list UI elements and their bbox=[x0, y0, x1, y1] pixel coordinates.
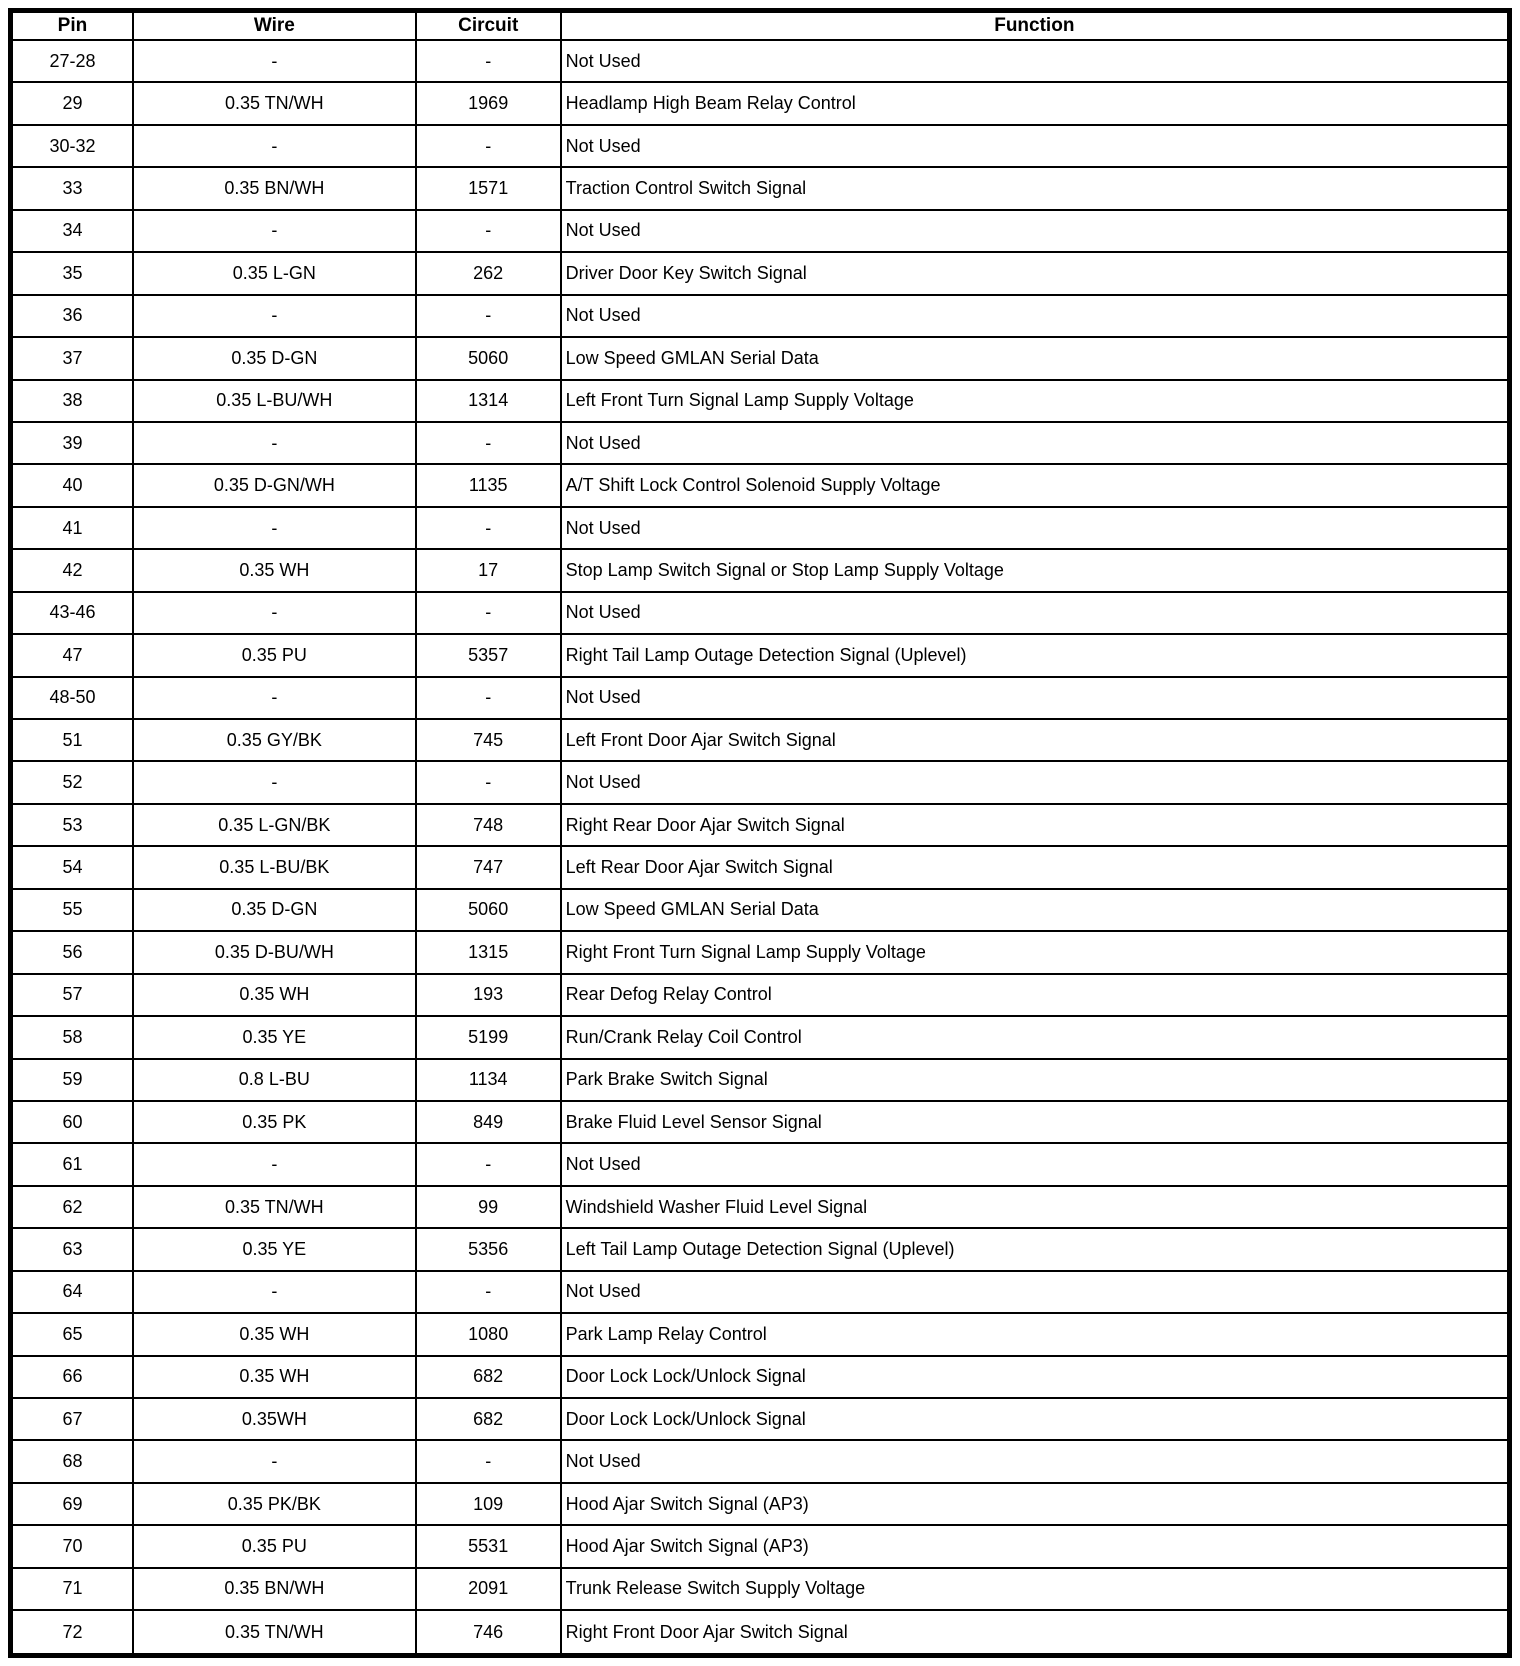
table-cell: 5060 bbox=[416, 889, 561, 931]
table-cell: Left Front Door Ajar Switch Signal bbox=[561, 719, 1510, 761]
table-cell: 5199 bbox=[416, 1016, 561, 1058]
table-cell: 0.35 WH bbox=[133, 1313, 416, 1355]
table-cell: 55 bbox=[11, 889, 133, 931]
table-cell: Traction Control Switch Signal bbox=[561, 167, 1510, 209]
table-cell: 0.35 BN/WH bbox=[133, 167, 416, 209]
table-row bbox=[11, 846, 1510, 888]
table-cell: Right Tail Lamp Outage Detection Signal (Uplevel) bbox=[561, 634, 1510, 676]
table-cell: 0.35 PK/BK bbox=[133, 1483, 416, 1525]
table-cell: 64 bbox=[11, 1271, 133, 1313]
table-cell: 59 bbox=[11, 1059, 133, 1101]
table-cell: 747 bbox=[416, 846, 561, 888]
table-cell: 0.35 D-GN bbox=[133, 337, 416, 379]
table-cell: 33 bbox=[11, 167, 133, 209]
table-cell: Hood Ajar Switch Signal (AP3) bbox=[561, 1525, 1510, 1567]
table-cell: 0.35 PU bbox=[133, 1525, 416, 1567]
table-row bbox=[11, 1228, 1510, 1270]
table-cell: Not Used bbox=[561, 422, 1510, 464]
table-cell: Not Used bbox=[561, 1143, 1510, 1185]
table-row bbox=[11, 40, 1510, 82]
table-cell: 48-50 bbox=[11, 677, 133, 719]
table-cell: 0.35 PK bbox=[133, 1101, 416, 1143]
table-cell: 29 bbox=[11, 82, 133, 124]
table-row bbox=[11, 1356, 1510, 1398]
table-cell: Not Used bbox=[561, 210, 1510, 252]
table-cell: 99 bbox=[416, 1186, 561, 1228]
table-cell: 34 bbox=[11, 210, 133, 252]
table-cell: 60 bbox=[11, 1101, 133, 1143]
table-cell: Park Brake Switch Signal bbox=[561, 1059, 1510, 1101]
table-cell: - bbox=[416, 761, 561, 803]
table-row bbox=[11, 1525, 1510, 1567]
table-row bbox=[11, 634, 1510, 676]
table-row bbox=[11, 1271, 1510, 1313]
table-cell: - bbox=[416, 507, 561, 549]
table-row bbox=[11, 1059, 1510, 1101]
table-cell: - bbox=[416, 677, 561, 719]
table-cell: - bbox=[133, 761, 416, 803]
table-cell: 0.35 TN/WH bbox=[133, 82, 416, 124]
table-cell: - bbox=[133, 592, 416, 634]
table-cell: 0.35 BN/WH bbox=[133, 1568, 416, 1610]
header-row bbox=[11, 11, 1510, 41]
table-body bbox=[11, 40, 1510, 1656]
table-cell: 748 bbox=[416, 804, 561, 846]
table-cell: 61 bbox=[11, 1143, 133, 1185]
table-cell: Not Used bbox=[561, 592, 1510, 634]
table-cell: - bbox=[416, 592, 561, 634]
table-row bbox=[11, 1568, 1510, 1610]
table-cell: - bbox=[133, 507, 416, 549]
table-cell: 0.35 L-BU/BK bbox=[133, 846, 416, 888]
table-cell: Left Tail Lamp Outage Detection Signal (Uplevel) bbox=[561, 1228, 1510, 1270]
table-cell: 0.35 D-GN bbox=[133, 889, 416, 931]
table-cell: A/T Shift Lock Control Solenoid Supply Voltage bbox=[561, 464, 1510, 506]
table-cell: - bbox=[133, 295, 416, 337]
table-cell: Door Lock Lock/Unlock Signal bbox=[561, 1398, 1510, 1440]
table-cell: 0.35 D-GN/WH bbox=[133, 464, 416, 506]
column-header-wire: Wire bbox=[133, 11, 416, 41]
table-cell: 0.35 WH bbox=[133, 549, 416, 591]
table-row bbox=[11, 167, 1510, 209]
table-cell: 849 bbox=[416, 1101, 561, 1143]
table-cell: 0.35 L-BU/WH bbox=[133, 380, 416, 422]
table-cell: - bbox=[416, 422, 561, 464]
table-cell: 72 bbox=[11, 1610, 133, 1655]
table-cell: 42 bbox=[11, 549, 133, 591]
table-cell: 745 bbox=[416, 719, 561, 761]
table-row bbox=[11, 295, 1510, 337]
table-cell: 109 bbox=[416, 1483, 561, 1525]
table-cell: - bbox=[133, 677, 416, 719]
table-cell: 70 bbox=[11, 1525, 133, 1567]
table-cell: Not Used bbox=[561, 507, 1510, 549]
table-cell: - bbox=[133, 210, 416, 252]
table-cell: 2091 bbox=[416, 1568, 561, 1610]
table-cell: Door Lock Lock/Unlock Signal bbox=[561, 1356, 1510, 1398]
table-header bbox=[11, 11, 1510, 41]
table-cell: 5356 bbox=[416, 1228, 561, 1270]
table-cell: 682 bbox=[416, 1398, 561, 1440]
column-header-pin: Pin bbox=[11, 11, 133, 41]
table-cell: - bbox=[416, 1271, 561, 1313]
table-cell: - bbox=[416, 40, 561, 82]
table-cell: - bbox=[133, 422, 416, 464]
table-cell: Right Rear Door Ajar Switch Signal bbox=[561, 804, 1510, 846]
table-row bbox=[11, 337, 1510, 379]
table-cell: 58 bbox=[11, 1016, 133, 1058]
table-cell: 5357 bbox=[416, 634, 561, 676]
table-cell: Trunk Release Switch Supply Voltage bbox=[561, 1568, 1510, 1610]
table-row bbox=[11, 210, 1510, 252]
table-cell: 0.35 WH bbox=[133, 974, 416, 1016]
table-cell: 262 bbox=[416, 252, 561, 294]
table-cell: - bbox=[416, 1143, 561, 1185]
table-row bbox=[11, 889, 1510, 931]
table-cell: 43-46 bbox=[11, 592, 133, 634]
table-cell: 0.35 L-GN bbox=[133, 252, 416, 294]
table-cell: Headlamp High Beam Relay Control bbox=[561, 82, 1510, 124]
table-cell: 27-28 bbox=[11, 40, 133, 82]
table-row bbox=[11, 804, 1510, 846]
table-cell: Rear Defog Relay Control bbox=[561, 974, 1510, 1016]
table-cell: 0.35 WH bbox=[133, 1356, 416, 1398]
table-cell: - bbox=[416, 210, 561, 252]
table-row bbox=[11, 1186, 1510, 1228]
table-cell: 5060 bbox=[416, 337, 561, 379]
table-cell: 17 bbox=[416, 549, 561, 591]
table-cell: 0.35 GY/BK bbox=[133, 719, 416, 761]
table-row bbox=[11, 1610, 1510, 1655]
pinout-table bbox=[8, 8, 1512, 1658]
table-cell: 1571 bbox=[416, 167, 561, 209]
table-cell: 63 bbox=[11, 1228, 133, 1270]
table-row bbox=[11, 677, 1510, 719]
table-cell: 38 bbox=[11, 380, 133, 422]
table-cell: 37 bbox=[11, 337, 133, 379]
table-cell: 54 bbox=[11, 846, 133, 888]
table-cell: 0.35 D-BU/WH bbox=[133, 931, 416, 973]
table-cell: 1314 bbox=[416, 380, 561, 422]
table-row bbox=[11, 82, 1510, 124]
table-cell: 682 bbox=[416, 1356, 561, 1398]
table-cell: 1315 bbox=[416, 931, 561, 973]
table-cell: Park Lamp Relay Control bbox=[561, 1313, 1510, 1355]
table-cell: 0.35 YE bbox=[133, 1016, 416, 1058]
table-row bbox=[11, 719, 1510, 761]
table-cell: 1969 bbox=[416, 82, 561, 124]
table-cell: 0.35 L-GN/BK bbox=[133, 804, 416, 846]
table-cell: 0.35 TN/WH bbox=[133, 1186, 416, 1228]
table-cell: 1135 bbox=[416, 464, 561, 506]
table-row bbox=[11, 761, 1510, 803]
table-cell: 0.35 PU bbox=[133, 634, 416, 676]
table-cell: Left Front Turn Signal Lamp Supply Voltage bbox=[561, 380, 1510, 422]
table-row bbox=[11, 464, 1510, 506]
table-cell: 65 bbox=[11, 1313, 133, 1355]
table-row bbox=[11, 1483, 1510, 1525]
table-row bbox=[11, 125, 1510, 167]
table-cell: 0.35 TN/WH bbox=[133, 1610, 416, 1655]
table-cell: 40 bbox=[11, 464, 133, 506]
table-row bbox=[11, 1101, 1510, 1143]
table-cell: 52 bbox=[11, 761, 133, 803]
table-cell: Right Front Door Ajar Switch Signal bbox=[561, 1610, 1510, 1655]
table-cell: 1134 bbox=[416, 1059, 561, 1101]
table-cell: Not Used bbox=[561, 125, 1510, 167]
table-cell: Hood Ajar Switch Signal (AP3) bbox=[561, 1483, 1510, 1525]
table-cell: Driver Door Key Switch Signal bbox=[561, 252, 1510, 294]
table-cell: 57 bbox=[11, 974, 133, 1016]
table-cell: 47 bbox=[11, 634, 133, 676]
table-cell: Not Used bbox=[561, 40, 1510, 82]
table-row bbox=[11, 1016, 1510, 1058]
table-cell: Low Speed GMLAN Serial Data bbox=[561, 889, 1510, 931]
table-cell: Low Speed GMLAN Serial Data bbox=[561, 337, 1510, 379]
table-cell: 66 bbox=[11, 1356, 133, 1398]
table-cell: Not Used bbox=[561, 677, 1510, 719]
table-row bbox=[11, 1143, 1510, 1185]
table-cell: Stop Lamp Switch Signal or Stop Lamp Supply Voltage bbox=[561, 549, 1510, 591]
table-cell: Brake Fluid Level Sensor Signal bbox=[561, 1101, 1510, 1143]
table-cell: - bbox=[133, 1271, 416, 1313]
table-cell: - bbox=[416, 125, 561, 167]
table-cell: Not Used bbox=[561, 295, 1510, 337]
table-cell: Windshield Washer Fluid Level Signal bbox=[561, 1186, 1510, 1228]
table-cell: 746 bbox=[416, 1610, 561, 1655]
table-row bbox=[11, 252, 1510, 294]
table-cell: Not Used bbox=[561, 1271, 1510, 1313]
table-cell: 0.8 L-BU bbox=[133, 1059, 416, 1101]
table-cell: 30-32 bbox=[11, 125, 133, 167]
table-row bbox=[11, 1313, 1510, 1355]
table-row bbox=[11, 1440, 1510, 1482]
table-cell: 71 bbox=[11, 1568, 133, 1610]
table-cell: 41 bbox=[11, 507, 133, 549]
table-cell: 53 bbox=[11, 804, 133, 846]
table-cell: - bbox=[416, 1440, 561, 1482]
table-cell: 67 bbox=[11, 1398, 133, 1440]
table-cell: 35 bbox=[11, 252, 133, 294]
table-row bbox=[11, 592, 1510, 634]
table-cell: 5531 bbox=[416, 1525, 561, 1567]
table-row bbox=[11, 507, 1510, 549]
table-row bbox=[11, 380, 1510, 422]
table-cell: Not Used bbox=[561, 1440, 1510, 1482]
table-cell: Run/Crank Relay Coil Control bbox=[561, 1016, 1510, 1058]
table-cell: Left Rear Door Ajar Switch Signal bbox=[561, 846, 1510, 888]
table-cell: 1080 bbox=[416, 1313, 561, 1355]
column-header-circuit: Circuit bbox=[416, 11, 561, 41]
table-cell: Not Used bbox=[561, 761, 1510, 803]
table-cell: - bbox=[133, 40, 416, 82]
table-cell: Right Front Turn Signal Lamp Supply Voltage bbox=[561, 931, 1510, 973]
table-cell: 51 bbox=[11, 719, 133, 761]
table-cell: 0.35 YE bbox=[133, 1228, 416, 1270]
table-cell: 193 bbox=[416, 974, 561, 1016]
table-cell: - bbox=[133, 1143, 416, 1185]
table-cell: 36 bbox=[11, 295, 133, 337]
table-cell: 62 bbox=[11, 1186, 133, 1228]
table-cell: 69 bbox=[11, 1483, 133, 1525]
table-cell: - bbox=[133, 125, 416, 167]
table-row bbox=[11, 422, 1510, 464]
table-cell: - bbox=[416, 295, 561, 337]
table-cell: 68 bbox=[11, 1440, 133, 1482]
table-cell: - bbox=[133, 1440, 416, 1482]
table-cell: 39 bbox=[11, 422, 133, 464]
table-row bbox=[11, 931, 1510, 973]
table-row bbox=[11, 1398, 1510, 1440]
table-row bbox=[11, 549, 1510, 591]
column-header-function: Function bbox=[561, 11, 1510, 41]
table-cell: 56 bbox=[11, 931, 133, 973]
table-cell: 0.35WH bbox=[133, 1398, 416, 1440]
table-row bbox=[11, 974, 1510, 1016]
